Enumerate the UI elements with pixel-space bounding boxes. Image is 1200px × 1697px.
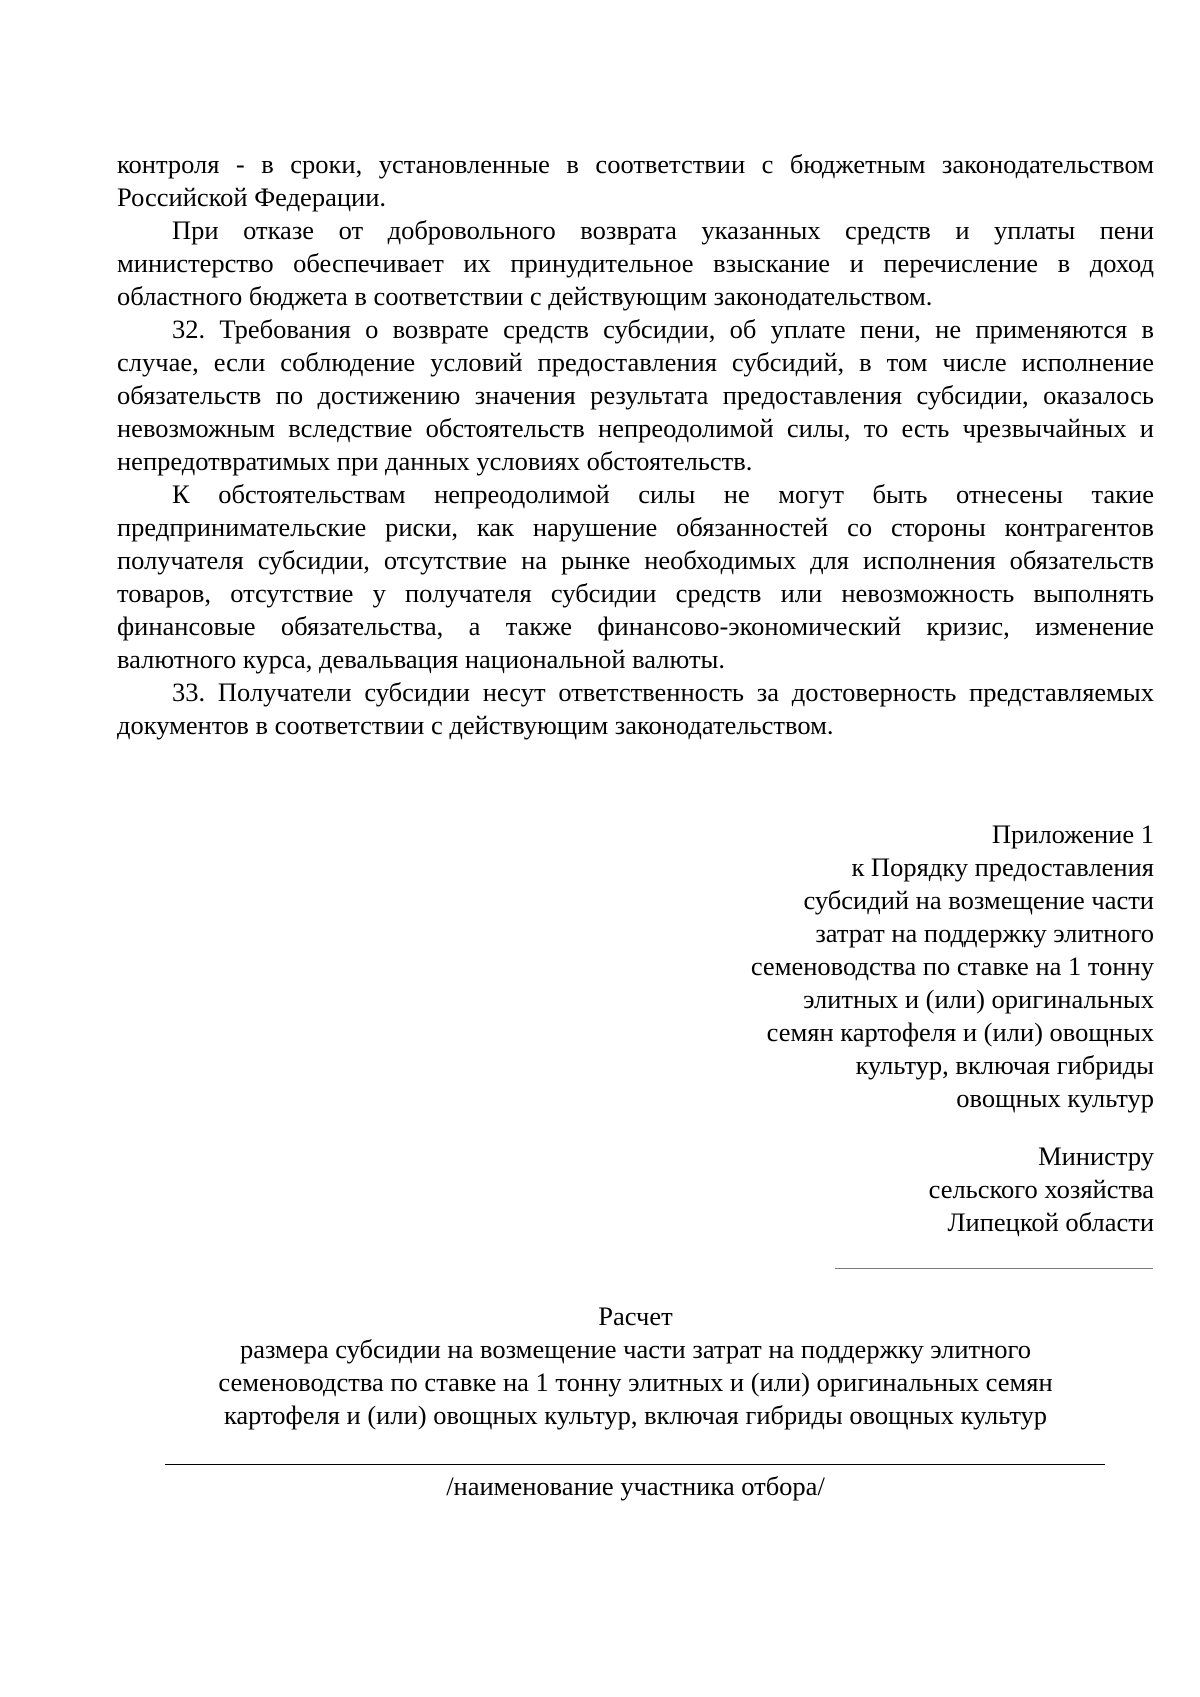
addressee-line: Липецкой области — [947, 1207, 1154, 1237]
appendix-line: элитных и (или) оригинальных — [803, 984, 1154, 1014]
participant-name-line — [165, 1464, 1105, 1465]
appendix-line: субсидий на возмещение части — [803, 885, 1154, 915]
addressee-line: сельского хозяйства — [928, 1174, 1154, 1204]
calculation-subtitle-line: размера субсидии на возмещение части затрат на поддержку элитного — [239, 1334, 1032, 1364]
paragraph-item-33: 33. Получатели субсидии несут ответственность за достоверность представляемых документов в соответствии с действующим законодательством. — [117, 677, 1154, 740]
appendix-line: культур, включая гибриды — [855, 1050, 1154, 1080]
addressee-line: Министру — [1038, 1141, 1154, 1171]
paragraph-force-majeure: К обстоятельствам непреодолимой силы не могут быть отнесены такие предпринимательские риски, как нарушение обязанностей со стороны контрагентов получателя субсидии, отсутствие на рынке необходимых для исполнения обязательств товаров, отсутствие у получателя субсидии средств или невозможность выполнять финансовые обязательства, а также финансово-экономический кризис, изменение валютного курса, девальвация национальной валюты. — [117, 479, 1154, 674]
appendix-line: затрат на поддержку элитного — [815, 918, 1154, 948]
appendix-header — [654, 818, 1154, 1115]
participant-name-caption: /наименование участника отбора/ — [446, 1471, 825, 1501]
paragraph-continuation: контроля - в сроки, установленные в соответствии с бюджетным законодательством Российской Федерации. — [117, 149, 1154, 212]
sender-blank-line — [835, 1268, 1153, 1269]
addressee-block — [754, 1140, 1154, 1239]
calculation-subtitle-line: картофеля и (или) овощных культур, включая гибриды овощных культур — [223, 1400, 1048, 1430]
appendix-line: овощных культур — [956, 1083, 1154, 1113]
calculation-title-block — [117, 1300, 1154, 1432]
calculation-subtitle-line: семеноводства по ставке на 1 тонну элитных и (или) оригинальных семян — [218, 1367, 1053, 1397]
appendix-line: Приложение 1 — [991, 819, 1154, 849]
paragraph-item-32: 32. Требования о возврате средств субсидии, об уплате пени, не применяются в случае, если соблюдение условий предоставления субсидий, в том числе исполнение обязательств по достижению значения результата предоставления субсидии, оказалось невозможным вследствие обстоятельств непреодолимой силы, то есть чрезвычайных и непредотвратимых при данных условиях обстоятельств. — [117, 314, 1154, 476]
appendix-line: к Порядку предоставления — [851, 852, 1154, 882]
document-body — [117, 148, 1154, 742]
calculation-title: Расчет — [598, 1301, 673, 1331]
appendix-line: семеноводства по ставке на 1 тонну — [750, 951, 1154, 981]
paragraph-refusal: При отказе от добровольного возврата указанных средств и уплаты пени министерство обеспечивает их принудительное взыскание и перечисление в доход областного бюджета в соответствии с действующим законодательством. — [117, 215, 1154, 311]
appendix-line: семян картофеля и (или) овощных — [766, 1017, 1154, 1047]
